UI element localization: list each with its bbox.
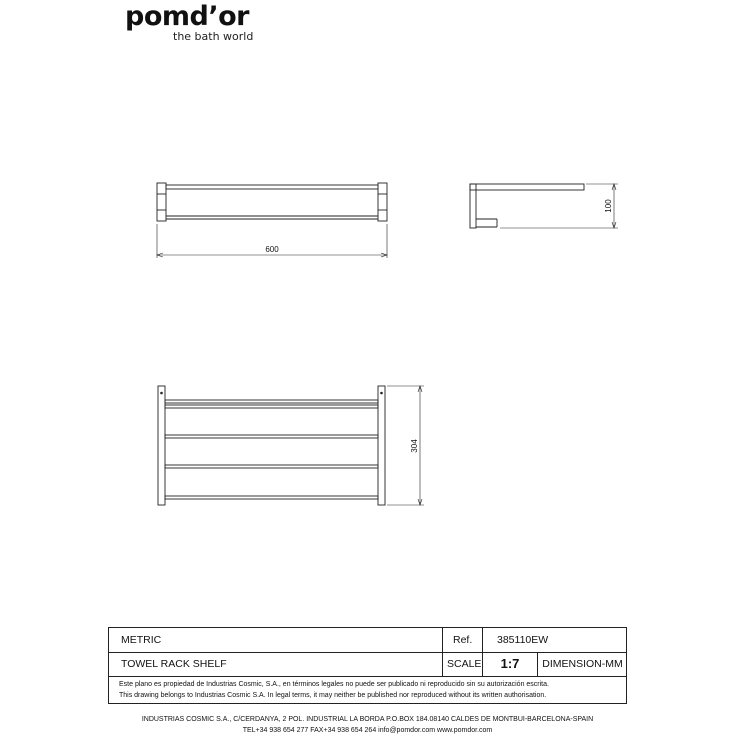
depth-dimension-label: 304 <box>410 439 419 453</box>
width-dimension-label: 600 <box>265 245 279 254</box>
footer-address: INDUSTRIAS COSMIC S.A., C/CERDANYA, 2 POL. INDUSTRIAL LA BORDA P.O.BOX 184.08140 CALDES DE MONTBUI-BARCELONA-SPAIN <box>141 716 594 723</box>
title-block-row-1 <box>109 628 626 653</box>
title-block-row-2 <box>109 652 626 677</box>
product-name: TOWEL RACK SHELF <box>121 658 227 670</box>
scale-value: 1:7 <box>482 652 537 676</box>
footer-contact: TEL+34 938 654 277 FAX+34 938 654 264 info@pomdor.com www.pomdor.com <box>242 727 493 734</box>
notice-spanish: Este plano es propiedad de Industrias Cosmic, S.A., en términos legales no puede ser publicado ni reproducido sin su autorización escrita. <box>119 681 549 688</box>
scale-label: SCALE <box>442 652 482 676</box>
ref-value: 385110EW <box>482 628 627 652</box>
company-footer <box>0 714 735 736</box>
height-dimension-label: 100 <box>604 199 613 213</box>
brand-tagline: the bath world <box>173 30 254 43</box>
notice-english: This drawing belongs to Industrias Cosmic S.A. In legal terms, it may neither be published nor reproduced without its written authorisation. <box>119 692 547 699</box>
copyright-notice <box>109 676 626 704</box>
ref-label: Ref. <box>442 628 482 652</box>
units-label: METRIC <box>121 634 162 646</box>
height-dimension <box>500 184 618 228</box>
title-block <box>108 627 627 704</box>
dimension-unit: DIMENSION-MM <box>537 652 627 676</box>
side-view <box>470 184 584 228</box>
top-view <box>158 386 385 505</box>
brand-name: pomd’or <box>125 1 249 32</box>
front-view <box>157 183 387 221</box>
